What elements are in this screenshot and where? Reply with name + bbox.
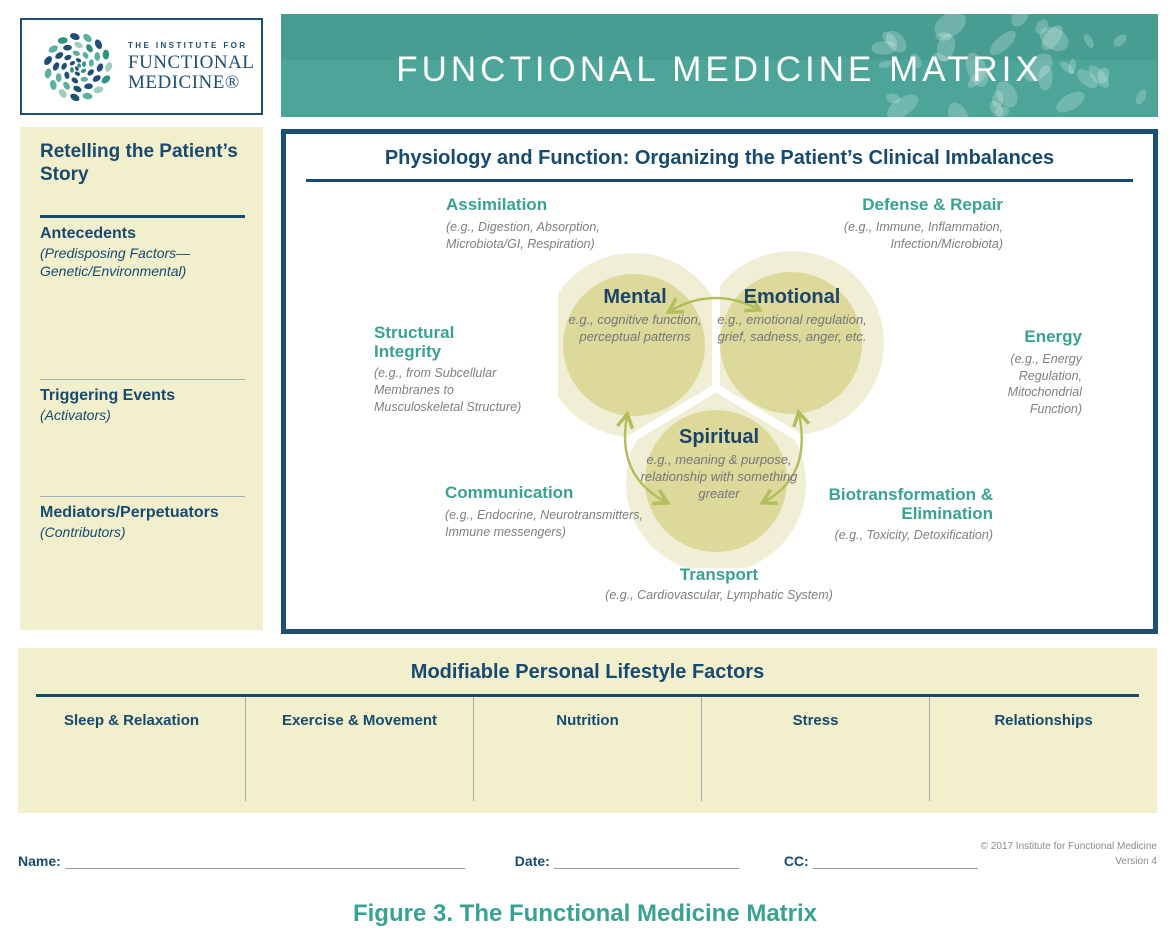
- core-label: Emotional: [743, 286, 841, 308]
- column-stress: Stress: [701, 697, 929, 801]
- sidebar-title-rule: [40, 215, 245, 218]
- name-field-line[interactable]: [65, 853, 465, 869]
- version-text: Version 4: [1115, 855, 1157, 867]
- copyright-block: [981, 840, 1157, 869]
- node-label: Structural Integrity: [374, 323, 455, 361]
- core-label: Mental: [603, 286, 667, 308]
- ifm-logo-box: [20, 18, 263, 115]
- node-subtext: (e.g., Toxicity, Detoxification): [834, 528, 993, 543]
- cc-label: CC:: [783, 853, 809, 869]
- section-subtext: (Contributors): [40, 524, 126, 540]
- node-subtext: (e.g., Digestion, Absorption, Microbiota/GI, Respiration): [446, 219, 600, 251]
- core-subtext: e.g., emotional regulation, grief, sadness, anger, etc.: [717, 312, 867, 344]
- name-label: Name:: [18, 853, 61, 869]
- node-biotransformation-elimination: [763, 486, 993, 544]
- core-subtext: e.g., cognitive function, perceptual patterns: [568, 312, 702, 344]
- node-label: Assimilation: [446, 195, 548, 214]
- page-title: FUNCTIONAL MEDICINE MATRIX: [396, 49, 1043, 89]
- sidebar-section-antecedents: [40, 225, 251, 280]
- lifestyle-factors-panel: [18, 648, 1157, 813]
- section-subtext: (Predisposing Factors— Genetic/Environmental): [40, 245, 191, 279]
- node-label: Energy: [1024, 327, 1082, 346]
- matrix-title-rule: [306, 179, 1133, 182]
- sidebar-divider: [40, 496, 245, 497]
- sidebar-section-mediators: [40, 504, 251, 542]
- node-subtext: (e.g., Endocrine, Neurotransmitters, Immune messengers): [445, 507, 643, 539]
- core-node-emotional: [714, 286, 870, 346]
- title-banner: [281, 14, 1158, 117]
- logo-tagline: THE INSTITUTE FOR: [128, 40, 248, 50]
- date-label: Date:: [514, 853, 550, 869]
- retelling-sidebar: [20, 127, 263, 630]
- node-subtext: (e.g., Cardiovascular, Lymphatic System): [605, 587, 833, 602]
- lifestyle-columns: [18, 697, 1157, 813]
- date-field-line[interactable]: [554, 853, 739, 869]
- logo-word-functional: FUNCTIONAL: [128, 51, 255, 73]
- node-structural-integrity: [374, 324, 544, 416]
- column-nutrition: Nutrition: [473, 697, 701, 801]
- node-communication: [445, 484, 645, 540]
- column-exercise-movement: Exercise & Movement: [245, 697, 473, 801]
- column-relationships: Relationships: [929, 697, 1157, 801]
- figure-caption: Figure 3. The Functional Medicine Matrix: [352, 900, 818, 927]
- section-heading: Antecedents: [40, 225, 137, 242]
- core-node-mental: [560, 286, 710, 346]
- node-assimilation: [446, 196, 626, 252]
- ifm-logo-text: [128, 41, 254, 93]
- physiology-function-box: [281, 129, 1158, 634]
- node-label: Communication: [445, 483, 574, 502]
- sidebar-title: Retelling the Patient’s Story: [40, 141, 238, 185]
- section-heading: Mediators/Perpetuators: [40, 504, 219, 521]
- column-sleep-relaxation: Sleep & Relaxation: [63, 712, 200, 729]
- sidebar-divider: [40, 379, 245, 380]
- core-label: Spiritual: [678, 426, 759, 448]
- node-label: Defense & Repair: [862, 195, 1003, 214]
- form-footer: [18, 840, 1157, 869]
- matrix-title: Physiology and Function: Organizing the Patient’s Clinical Imbalances: [384, 147, 1055, 169]
- node-defense-repair: [773, 196, 1003, 252]
- section-subtext: (Activators): [40, 407, 111, 423]
- section-heading: Triggering Events: [40, 387, 176, 404]
- node-label: Transport: [679, 565, 759, 584]
- core-subtext: e.g., meaning & purpose, relationship with something greater: [640, 452, 798, 501]
- node-energy: [912, 328, 1082, 418]
- logo-word-medicine: MEDICINE®: [128, 71, 240, 93]
- copyright-text: © 2017 Institute for Functional Medicine: [980, 841, 1157, 852]
- sidebar-section-triggering-events: [40, 387, 251, 425]
- node-transport: [539, 566, 899, 604]
- node-label: Biotransformation & Elimination: [828, 485, 993, 523]
- node-subtext: (e.g., Energy Regulation, Mitochondrial Function): [1007, 351, 1082, 417]
- node-subtext: (e.g., Immune, Inflammation, Infection/Microbiota): [843, 219, 1003, 251]
- node-subtext: (e.g., from Subcellular Membranes to Musculoskeletal Structure): [374, 366, 522, 415]
- ifm-logo-mosaic-icon: [30, 24, 126, 110]
- cc-field-line[interactable]: [813, 853, 978, 869]
- lifestyle-title: Modifiable Personal Lifestyle Factors: [410, 661, 765, 683]
